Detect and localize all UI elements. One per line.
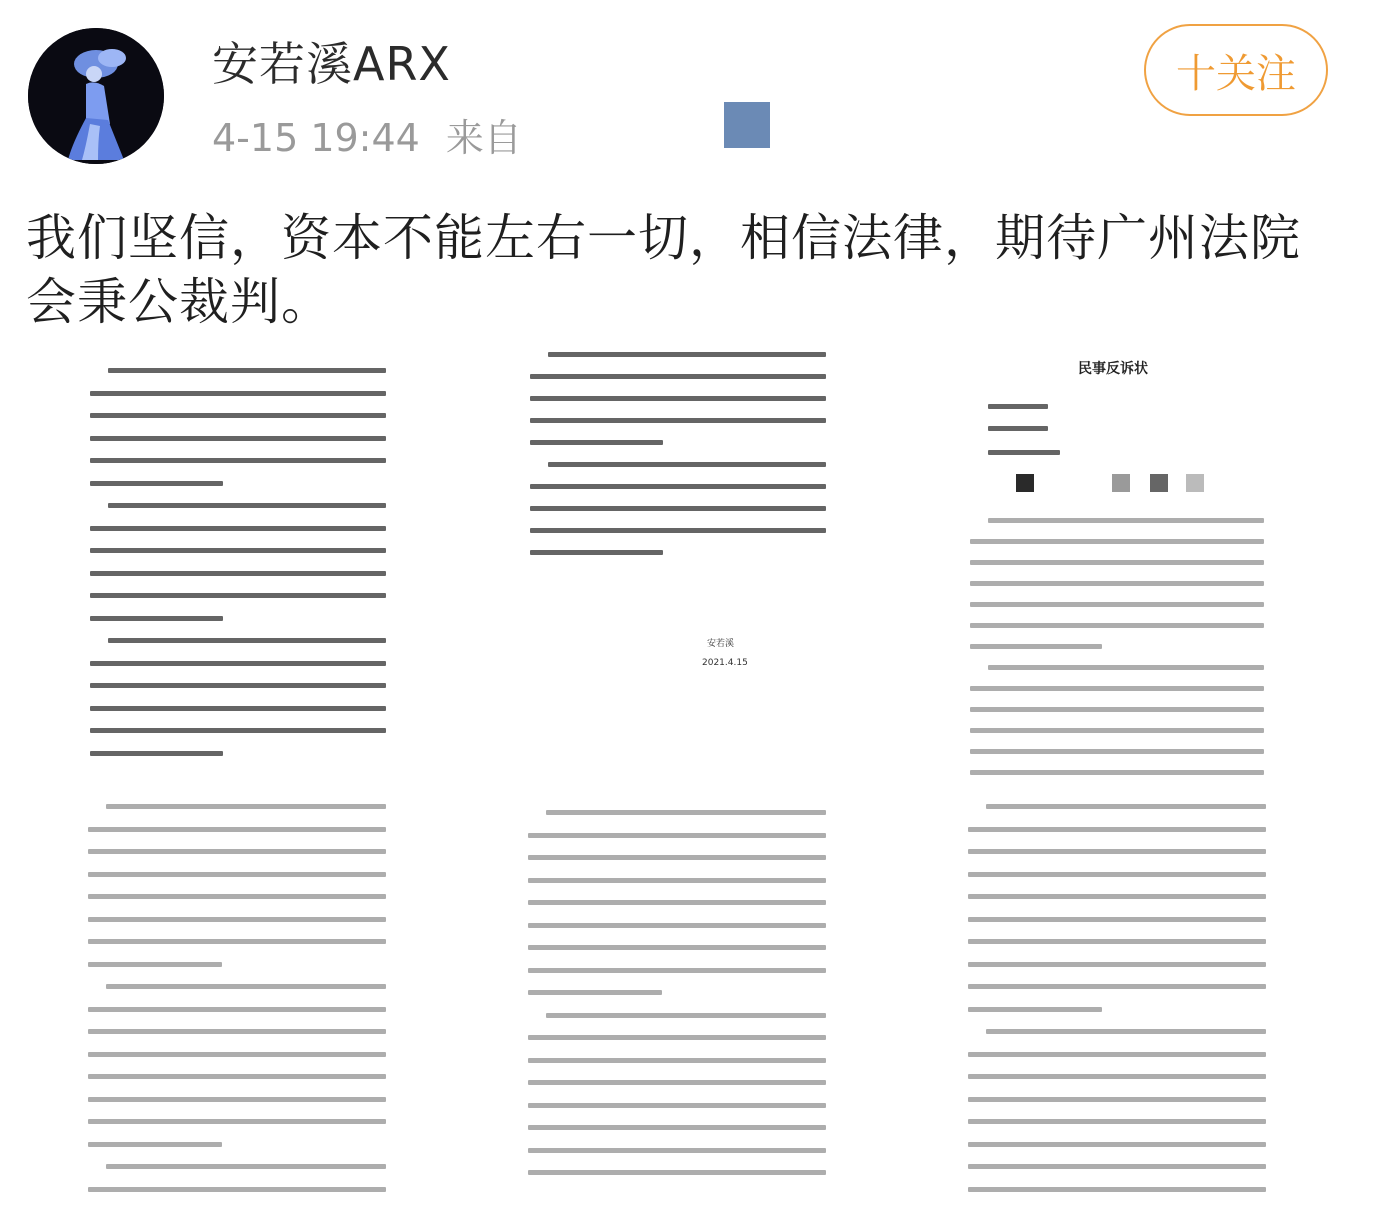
- document-text-line: [988, 426, 1048, 431]
- document-text-line: [968, 849, 1266, 854]
- username[interactable]: 安若溪ARX: [212, 37, 451, 91]
- document-text-line: [970, 686, 1264, 691]
- document-text-line: [530, 374, 826, 379]
- document-image-5[interactable]: [520, 796, 840, 1200]
- doc3-redaction-mark: [1186, 474, 1204, 492]
- document-text-line: [970, 770, 1264, 775]
- source-app-icon[interactable]: [724, 102, 770, 148]
- document-text-line: [968, 917, 1266, 922]
- document-text-line: [988, 665, 1264, 670]
- post-meta: [212, 112, 522, 164]
- document-text-line: [528, 1103, 826, 1108]
- document-text-line: [528, 1125, 826, 1130]
- document-text-line: [88, 872, 386, 877]
- document-text-line: [90, 571, 386, 576]
- document-text-line: [970, 539, 1264, 544]
- document-text-line: [530, 440, 663, 445]
- document-text-line: [968, 1187, 1266, 1192]
- post-text: 我们坚信，资本不能左右一切，相信法律，期待广州法院会秉公裁判。: [26, 209, 1301, 331]
- document-text-line: [970, 749, 1264, 754]
- document-text-line: [108, 503, 386, 508]
- doc3-redaction-mark: [1150, 474, 1168, 492]
- document-text-line: [530, 396, 826, 401]
- document-text-line: [970, 728, 1264, 733]
- document-text-line: [88, 917, 386, 922]
- follow-button[interactable]: 十关注: [1144, 24, 1328, 116]
- document-text-line: [528, 855, 826, 860]
- document-text-line: [970, 581, 1264, 586]
- document-text-line: [530, 550, 663, 555]
- document-image-4[interactable]: [80, 796, 400, 1200]
- document-text-line: [968, 1007, 1102, 1012]
- document-text-line: [528, 900, 826, 905]
- document-text-line: [106, 984, 386, 989]
- document-text-line: [106, 804, 386, 809]
- doc2-sign-name: 安若溪: [707, 639, 735, 649]
- document-text-line: [90, 413, 386, 418]
- document-text-line: [88, 1097, 386, 1102]
- document-text-line: [546, 810, 826, 815]
- document-text-line: [968, 827, 1266, 832]
- document-text-line: [986, 1029, 1266, 1034]
- document-text-line: [88, 894, 386, 899]
- document-image-6[interactable]: [960, 796, 1280, 1200]
- document-text-line: [968, 1119, 1266, 1124]
- avatar[interactable]: [28, 28, 164, 164]
- document-text-line: [88, 827, 386, 832]
- document-text-line: [968, 1097, 1266, 1102]
- document-text-line: [530, 418, 826, 423]
- document-text-line: [968, 1142, 1266, 1147]
- document-text-line: [90, 481, 223, 486]
- document-text-line: [970, 707, 1264, 712]
- doc3-title: 民事反诉状: [1078, 361, 1148, 377]
- document-text-line: [90, 436, 386, 441]
- document-text-line: [88, 1187, 386, 1192]
- document-image-1[interactable]: [80, 352, 400, 782]
- document-text-line: [90, 458, 386, 463]
- document-text-line: [528, 1035, 826, 1040]
- document-text-line: [88, 1052, 386, 1057]
- document-text-line: [528, 878, 826, 883]
- document-text-line: [528, 945, 826, 950]
- document-text-line: [968, 984, 1266, 989]
- document-text-line: [90, 593, 386, 598]
- document-text-line: [970, 602, 1264, 607]
- document-text-line: [88, 1074, 386, 1079]
- document-text-line: [528, 1148, 826, 1153]
- document-text-line: [546, 1013, 826, 1018]
- document-text-line: [530, 484, 826, 489]
- document-text-line: [968, 1052, 1266, 1057]
- document-text-line: [528, 833, 826, 838]
- document-text-line: [528, 990, 662, 995]
- document-text-line: [968, 939, 1266, 944]
- document-text-line: [968, 1074, 1266, 1079]
- document-text-line: [108, 638, 386, 643]
- doc3-redaction-mark: [1112, 474, 1130, 492]
- document-text-line: [88, 1142, 222, 1147]
- document-text-line: [548, 352, 826, 357]
- document-text-line: [90, 391, 386, 396]
- avatar-image: [28, 28, 164, 164]
- document-text-line: [106, 1164, 386, 1169]
- doc2-sign-date: 2021.4.15: [702, 658, 748, 668]
- document-text-line: [528, 968, 826, 973]
- document-text-line: [968, 872, 1266, 877]
- document-image-3[interactable]: [960, 352, 1280, 782]
- document-text-line: [968, 962, 1266, 967]
- document-text-line: [88, 1119, 386, 1124]
- document-text-line: [530, 506, 826, 511]
- document-text-line: [988, 450, 1060, 455]
- document-text-line: [528, 1170, 826, 1175]
- document-text-line: [90, 526, 386, 531]
- document-text-line: [108, 368, 386, 373]
- document-text-line: [988, 404, 1048, 409]
- document-text-line: [88, 939, 386, 944]
- document-text-line: [90, 706, 386, 711]
- document-image-2[interactable]: [520, 352, 840, 782]
- document-text-line: [88, 1007, 386, 1012]
- document-text-line: [528, 923, 826, 928]
- document-text-line: [88, 849, 386, 854]
- document-text-line: [970, 644, 1102, 649]
- document-text-line: [968, 894, 1266, 899]
- document-text-line: [988, 518, 1264, 523]
- document-text-line: [986, 804, 1266, 809]
- document-text-line: [90, 616, 223, 621]
- post-time: 4-15 19:44: [212, 116, 420, 160]
- document-text-line: [548, 462, 826, 467]
- document-text-line: [528, 1058, 826, 1063]
- document-text-line: [90, 548, 386, 553]
- doc3-redaction-mark: [1016, 474, 1034, 492]
- document-text-line: [88, 962, 222, 967]
- document-text-line: [970, 560, 1264, 565]
- document-text-line: [530, 528, 826, 533]
- document-text-line: [968, 1164, 1266, 1169]
- post-source-label: 来自: [445, 116, 522, 160]
- document-text-line: [970, 623, 1264, 628]
- document-text-line: [528, 1080, 826, 1085]
- document-text-line: [88, 1029, 386, 1034]
- document-text-line: [90, 728, 386, 733]
- document-text-line: [90, 683, 386, 688]
- document-text-line: [90, 751, 223, 756]
- document-text-line: [90, 661, 386, 666]
